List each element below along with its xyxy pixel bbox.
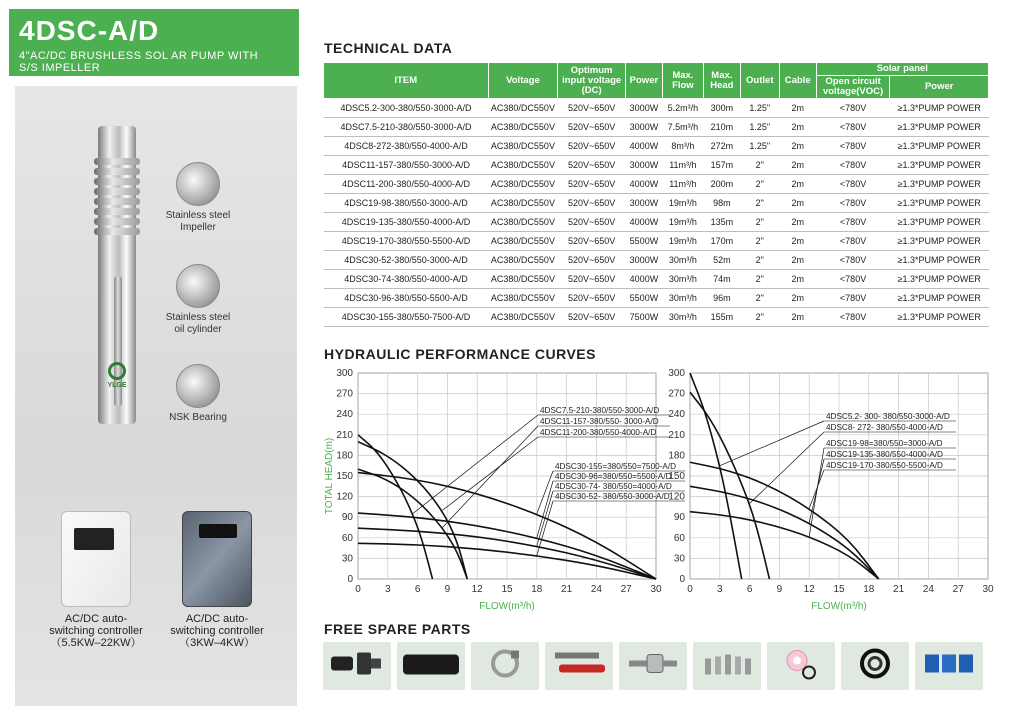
series-leader-line (750, 432, 824, 503)
cell-solar-power: ≥1.3*PUMP POWER (890, 232, 989, 251)
series-label: 4DSC19-135-380/550-4000-A/D (826, 450, 943, 459)
cell-item: 4DSC30-74-380/550-4000-A/D (324, 270, 488, 289)
model-description-line2: S/S IMPELLER (19, 62, 101, 74)
cell-item: 4DSC30-155-380/550-7500-A/D (324, 308, 488, 327)
spare-part-item (767, 642, 835, 690)
impeller-label-1: Stainless steel (165, 210, 231, 221)
cell-outlet: 2" (740, 156, 779, 175)
header-max-head: Max. Head (703, 63, 740, 99)
cell-outlet: 2" (740, 232, 779, 251)
controller-small (157, 511, 277, 649)
spare-parts-title: FREE SPARE PARTS (324, 621, 471, 637)
pump-image (90, 126, 144, 426)
cell-max-flow: 19m³/h (662, 232, 703, 251)
controller-large-image (61, 511, 131, 607)
cell-power: 3000W (625, 99, 662, 118)
controller-small-image (182, 511, 252, 607)
cell-outlet: 2" (740, 270, 779, 289)
cell-open-circuit: <780V (816, 99, 890, 118)
cell-item: 4DSC19-170-380/550-5500-A/D (324, 232, 488, 251)
spare-part-item (545, 642, 613, 690)
cell-solar-power: ≥1.3*PUMP POWER (890, 118, 989, 137)
cell-open-circuit: <780V (816, 289, 890, 308)
series-leader-line (442, 437, 538, 510)
y-tick-label: 0 (347, 574, 353, 585)
y-tick-label: 90 (673, 512, 685, 524)
header-solar-power: Power (890, 76, 989, 99)
x-tick-label: 9 (444, 584, 451, 595)
table-row (324, 308, 989, 327)
series-leader-line (809, 459, 824, 523)
shaft-coupling-icon (625, 649, 681, 684)
cell-voltage: AC380/DC550V (488, 99, 558, 118)
cell-power: 4000W (625, 270, 662, 289)
cell-power: 7500W (625, 308, 662, 327)
cell-voltage: AC380/DC550V (488, 213, 558, 232)
cell-power: 5500W (625, 289, 662, 308)
y-tick-label: 270 (336, 388, 353, 400)
series-label: 4DSC30-74- 380/550=4000-A/D (555, 482, 672, 491)
x-tick-label: 3 (385, 584, 391, 595)
header-max-flow: Max. Flow (662, 63, 703, 99)
y-tick-label: 60 (673, 532, 685, 544)
x-axis-label: FLOW(m³/h) (479, 601, 535, 612)
cell-solar-power: ≥1.3*PUMP POWER (890, 99, 989, 118)
oil-cylinder-part (153, 264, 243, 336)
header-cable: Cable (779, 63, 816, 99)
x-tick-label: 12 (471, 584, 483, 595)
series-label: 4DSC11-200-380/550-4000-A/D (540, 428, 657, 437)
cell-max-flow: 30m³/h (662, 308, 703, 327)
product-panel (15, 86, 297, 706)
technical-data-table (324, 63, 989, 327)
cell-max-head: 200m (703, 175, 740, 194)
cell-outlet: 2" (740, 251, 779, 270)
impeller-label-2: Impeller (180, 222, 216, 233)
cell-voltage: AC380/DC550V (488, 251, 558, 270)
cell-outlet: 2" (740, 213, 779, 232)
cell-voltage: AC380/DC550V (488, 232, 558, 251)
series-line (690, 462, 879, 579)
x-tick-label: 21 (893, 584, 905, 595)
table-row (324, 156, 989, 175)
cell-power: 4000W (625, 137, 662, 156)
cell-voltage: AC380/DC550V (488, 118, 558, 137)
cell-max-head: 135m (703, 213, 740, 232)
controller-small-line2: switching controller (170, 625, 264, 637)
spare-part-item (619, 642, 687, 690)
y-tick-label: 210 (336, 429, 353, 441)
cell-cable: 2m (779, 289, 816, 308)
y-tick-label: 120 (668, 491, 685, 503)
model-description-line1: 4"AC/DC BRUSHLESS SOL AR PUMP WITH (19, 50, 259, 62)
y-tick-label: 180 (668, 450, 685, 462)
oil-cylinder-label-1: Stainless steel (165, 312, 231, 323)
x-tick-label: 18 (863, 584, 875, 595)
series-leader-line (413, 415, 538, 514)
brand-logo: YLGE (104, 362, 130, 389)
cell-open-circuit: <780V (816, 175, 890, 194)
table-row (324, 137, 989, 156)
y-tick-label: 30 (341, 553, 353, 565)
x-tick-label: 15 (833, 584, 845, 595)
cell-cable: 2m (779, 232, 816, 251)
table-row (324, 289, 989, 308)
cell-max-head: 52m (703, 251, 740, 270)
cell-open-circuit: <780V (816, 270, 890, 289)
cell-solar-power: ≥1.3*PUMP POWER (890, 270, 989, 289)
chart-panel (324, 368, 685, 612)
cell-open-circuit: <780V (816, 118, 890, 137)
left-column (0, 0, 300, 709)
series-label: 4DSC5.2- 300- 380/550-3000-A/D (826, 412, 950, 421)
oil-cylinder-label-2: oil cylinder (174, 324, 222, 335)
series-line (690, 392, 769, 579)
cell-solar-power: ≥1.3*PUMP POWER (890, 194, 989, 213)
cell-optimum-input: 520V~650V (558, 175, 626, 194)
header-open-circuit: Open circuit voltage(VOC) (816, 76, 890, 99)
spare-part-item (471, 642, 539, 690)
cell-outlet: 2" (740, 175, 779, 194)
spare-part-item (693, 642, 761, 690)
controller-large (41, 511, 151, 649)
cell-cable: 2m (779, 137, 816, 156)
cell-outlet: 1.25" (740, 99, 779, 118)
y-tick-label: 150 (668, 471, 685, 482)
table-row (324, 232, 989, 251)
series-label: 4DSC30-96=380/550=5500-A/D (555, 472, 672, 481)
y-tick-label: 120 (336, 491, 353, 503)
controller-large-line2: switching controller (49, 625, 143, 637)
cell-outlet: 2" (740, 289, 779, 308)
cell-cable: 2m (779, 213, 816, 232)
table-row (324, 99, 989, 118)
cell-item: 4DSC30-52-380/550-3000-A/D (324, 251, 488, 270)
cell-max-flow: 30m³/h (662, 289, 703, 308)
cell-max-flow: 30m³/h (662, 270, 703, 289)
cell-max-head: 155m (703, 308, 740, 327)
bolts-icon (699, 649, 755, 684)
connectors-icon (921, 649, 977, 684)
series-label: 4DSC30-52- 380/550-3000-A/D (555, 492, 670, 501)
cell-power: 3000W (625, 156, 662, 175)
series-line (358, 469, 467, 579)
cell-item: 4DSC11-157-380/550-3000-A/D (324, 156, 488, 175)
cell-solar-power: ≥1.3*PUMP POWER (890, 175, 989, 194)
cell-max-flow: 30m³/h (662, 251, 703, 270)
y-tick-label: 150 (336, 471, 353, 482)
cell-max-flow: 8m³/h (662, 137, 703, 156)
series-leader-line (442, 426, 538, 528)
o-rings-icon (853, 647, 897, 686)
cable-glands-icon (329, 649, 385, 684)
cell-open-circuit: <780V (816, 232, 890, 251)
series-line (690, 486, 879, 579)
header-outlet: Outlet (740, 63, 779, 99)
cell-cable: 2m (779, 251, 816, 270)
cell-item: 4DSC11-200-380/550-4000-A/D (324, 175, 488, 194)
cell-voltage: AC380/DC550V (488, 156, 558, 175)
series-label: 4DSC19-170-380/550-5500-A/D (826, 461, 943, 470)
x-tick-label: 6 (414, 584, 421, 595)
tool-kit-icon (551, 649, 607, 684)
cell-max-head: 300m (703, 99, 740, 118)
cell-max-flow: 5.2m³/h (662, 99, 703, 118)
hydraulic-charts (318, 362, 998, 614)
x-axis-label: FLOW(m³/h) (811, 601, 867, 612)
cell-solar-power: ≥1.3*PUMP POWER (890, 289, 989, 308)
cell-optimum-input: 520V~650V (558, 118, 626, 137)
cell-max-flow: 11m³/h (662, 175, 703, 194)
cell-voltage: AC380/DC550V (488, 137, 558, 156)
cell-optimum-input: 520V~650V (558, 251, 626, 270)
series-leader-line (720, 421, 824, 466)
table-row (324, 194, 989, 213)
bearing-icon (176, 364, 220, 408)
cell-voltage: AC380/DC550V (488, 175, 558, 194)
cell-cable: 2m (779, 194, 816, 213)
spare-parts-row (323, 642, 993, 690)
cell-max-head: 210m (703, 118, 740, 137)
cell-power: 3000W (625, 118, 662, 137)
impeller-icon (176, 162, 220, 206)
series-label: 4DSC11-157-380/550- 3000-A/D (540, 417, 659, 426)
y-tick-label: 270 (668, 388, 685, 400)
series-label: 4DSC30-155=380/550=7500-A/D (555, 462, 677, 471)
x-tick-label: 9 (776, 584, 783, 595)
cell-optimum-input: 520V~650V (558, 156, 626, 175)
x-tick-label: 27 (620, 584, 632, 595)
cell-max-flow: 19m³/h (662, 213, 703, 232)
cell-open-circuit: <780V (816, 308, 890, 327)
cell-cable: 2m (779, 99, 816, 118)
cell-optimum-input: 520V~650V (558, 137, 626, 156)
cell-solar-power: ≥1.3*PUMP POWER (890, 137, 989, 156)
hydraulic-charts-svg (318, 362, 998, 614)
model-title: 4DSC-A/D (19, 15, 160, 46)
x-tick-label: 0 (687, 584, 693, 595)
cell-max-head: 272m (703, 137, 740, 156)
hose-clamp-icon (485, 647, 525, 686)
cell-max-head: 96m (703, 289, 740, 308)
cell-cable: 2m (779, 118, 816, 137)
x-tick-label: 21 (561, 584, 573, 595)
model-banner (9, 9, 299, 76)
cell-open-circuit: <780V (816, 137, 890, 156)
y-tick-label: 180 (336, 450, 353, 462)
cell-max-flow: 11m³/h (662, 156, 703, 175)
cell-power: 3000W (625, 251, 662, 270)
x-tick-label: 6 (746, 584, 753, 595)
header-solar-panel: Solar panel (816, 63, 988, 76)
cell-optimum-input: 520V~650V (558, 99, 626, 118)
x-tick-label: 30 (650, 584, 662, 595)
cable-sleeve-icon (401, 649, 461, 684)
table-row (324, 175, 989, 194)
bearing-part (153, 364, 243, 424)
cell-cable: 2m (779, 175, 816, 194)
x-tick-label: 0 (355, 584, 361, 595)
cell-solar-power: ≥1.3*PUMP POWER (890, 213, 989, 232)
controller-small-line1: AC/DC auto- (185, 613, 249, 625)
y-tick-label: 300 (668, 368, 685, 379)
cell-open-circuit: <780V (816, 194, 890, 213)
cell-optimum-input: 520V~650V (558, 289, 626, 308)
cell-voltage: AC380/DC550V (488, 289, 558, 308)
spare-part-item (323, 642, 391, 690)
tape-icon (779, 647, 823, 686)
bearing-label: NSK Bearing (169, 412, 227, 423)
x-tick-label: 3 (717, 584, 723, 595)
cell-cable: 2m (779, 270, 816, 289)
x-tick-label: 15 (501, 584, 513, 595)
x-tick-label: 24 (922, 584, 934, 595)
cell-outlet: 1.25" (740, 137, 779, 156)
cell-voltage: AC380/DC550V (488, 308, 558, 327)
spare-part-item (397, 642, 465, 690)
cell-cable: 2m (779, 156, 816, 175)
cell-outlet: 2" (740, 194, 779, 213)
cell-voltage: AC380/DC550V (488, 194, 558, 213)
header-item: ITEM (324, 63, 488, 99)
header-voltage: Voltage (488, 63, 558, 99)
cell-max-flow: 19m³/h (662, 194, 703, 213)
y-tick-label: 90 (341, 512, 353, 524)
series-label: 4DSC19-98=380/550=3000-A/D (826, 439, 943, 448)
y-tick-label: 240 (336, 409, 353, 421)
y-tick-label: 240 (668, 409, 685, 421)
cell-item: 4DSC5.2-300-380/550-3000-A/D (324, 99, 488, 118)
x-tick-label: 30 (982, 584, 994, 595)
cell-item: 4DSC7.5-210-380/550-3000-A/D (324, 118, 488, 137)
y-axis-label: TOTAL HEAD(m) (324, 437, 335, 515)
cell-solar-power: ≥1.3*PUMP POWER (890, 308, 989, 327)
series-label: 4DSC8- 272- 380/550-4000-A/D (826, 423, 943, 432)
cell-optimum-input: 520V~650V (558, 308, 626, 327)
cell-optimum-input: 520V~650V (558, 270, 626, 289)
table-row (324, 213, 989, 232)
cell-item: 4DSC30-96-380/550-5500-A/D (324, 289, 488, 308)
cell-item: 4DSC19-135-380/550-4000-A/D (324, 213, 488, 232)
cell-item: 4DSC19-98-380/550-3000-A/D (324, 194, 488, 213)
x-tick-label: 24 (590, 584, 602, 595)
y-tick-label: 60 (341, 532, 353, 544)
y-tick-label: 0 (679, 574, 685, 585)
cell-max-head: 74m (703, 270, 740, 289)
y-tick-label: 210 (668, 429, 685, 441)
controller-small-line3: （3KW–4KW） (179, 637, 255, 649)
cell-max-head: 98m (703, 194, 740, 213)
cell-power: 3000W (625, 194, 662, 213)
controller-large-line3: （5.5KW–22KW） (50, 637, 142, 649)
cell-open-circuit: <780V (816, 156, 890, 175)
series-line (690, 512, 879, 579)
hydraulic-title: HYDRAULIC PERFORMANCE CURVES (324, 346, 596, 362)
cell-max-head: 157m (703, 156, 740, 175)
spare-part-item (915, 642, 983, 690)
cell-cable: 2m (779, 308, 816, 327)
header-optimum-input: Optimum input voltage (DC) (558, 63, 626, 99)
oil-cylinder-icon (176, 264, 220, 308)
cell-open-circuit: <780V (816, 251, 890, 270)
series-label: 4DSC7.5-210-380/550-3000-A/D (540, 406, 660, 415)
series-leader-line (537, 471, 553, 514)
cell-outlet: 1.25" (740, 118, 779, 137)
cell-power: 5500W (625, 232, 662, 251)
cell-optimum-input: 520V~650V (558, 194, 626, 213)
x-tick-label: 18 (531, 584, 543, 595)
spare-part-item (841, 642, 909, 690)
impeller-part (153, 162, 243, 234)
cell-power: 4000W (625, 175, 662, 194)
cell-item: 4DSC8-272-380/550-4000-A/D (324, 137, 488, 156)
cell-max-flow: 7.5m³/h (662, 118, 703, 137)
header-power: Power (625, 63, 662, 99)
cell-solar-power: ≥1.3*PUMP POWER (890, 156, 989, 175)
technical-data-title: TECHNICAL DATA (324, 40, 453, 56)
cell-max-head: 170m (703, 232, 740, 251)
y-tick-label: 30 (673, 553, 685, 565)
x-tick-label: 12 (803, 584, 815, 595)
chart-panel (668, 368, 994, 612)
controller-large-line1: AC/DC auto- (64, 613, 128, 625)
y-tick-label: 300 (336, 368, 353, 379)
x-tick-label: 27 (952, 584, 964, 595)
table-row (324, 251, 989, 270)
table-row (324, 118, 989, 137)
cell-power: 4000W (625, 213, 662, 232)
cell-optimum-input: 520V~650V (558, 232, 626, 251)
cell-open-circuit: <780V (816, 213, 890, 232)
table-row (324, 270, 989, 289)
cell-outlet: 2" (740, 308, 779, 327)
cell-voltage: AC380/DC550V (488, 270, 558, 289)
cell-solar-power: ≥1.3*PUMP POWER (890, 251, 989, 270)
cell-optimum-input: 520V~650V (558, 213, 626, 232)
